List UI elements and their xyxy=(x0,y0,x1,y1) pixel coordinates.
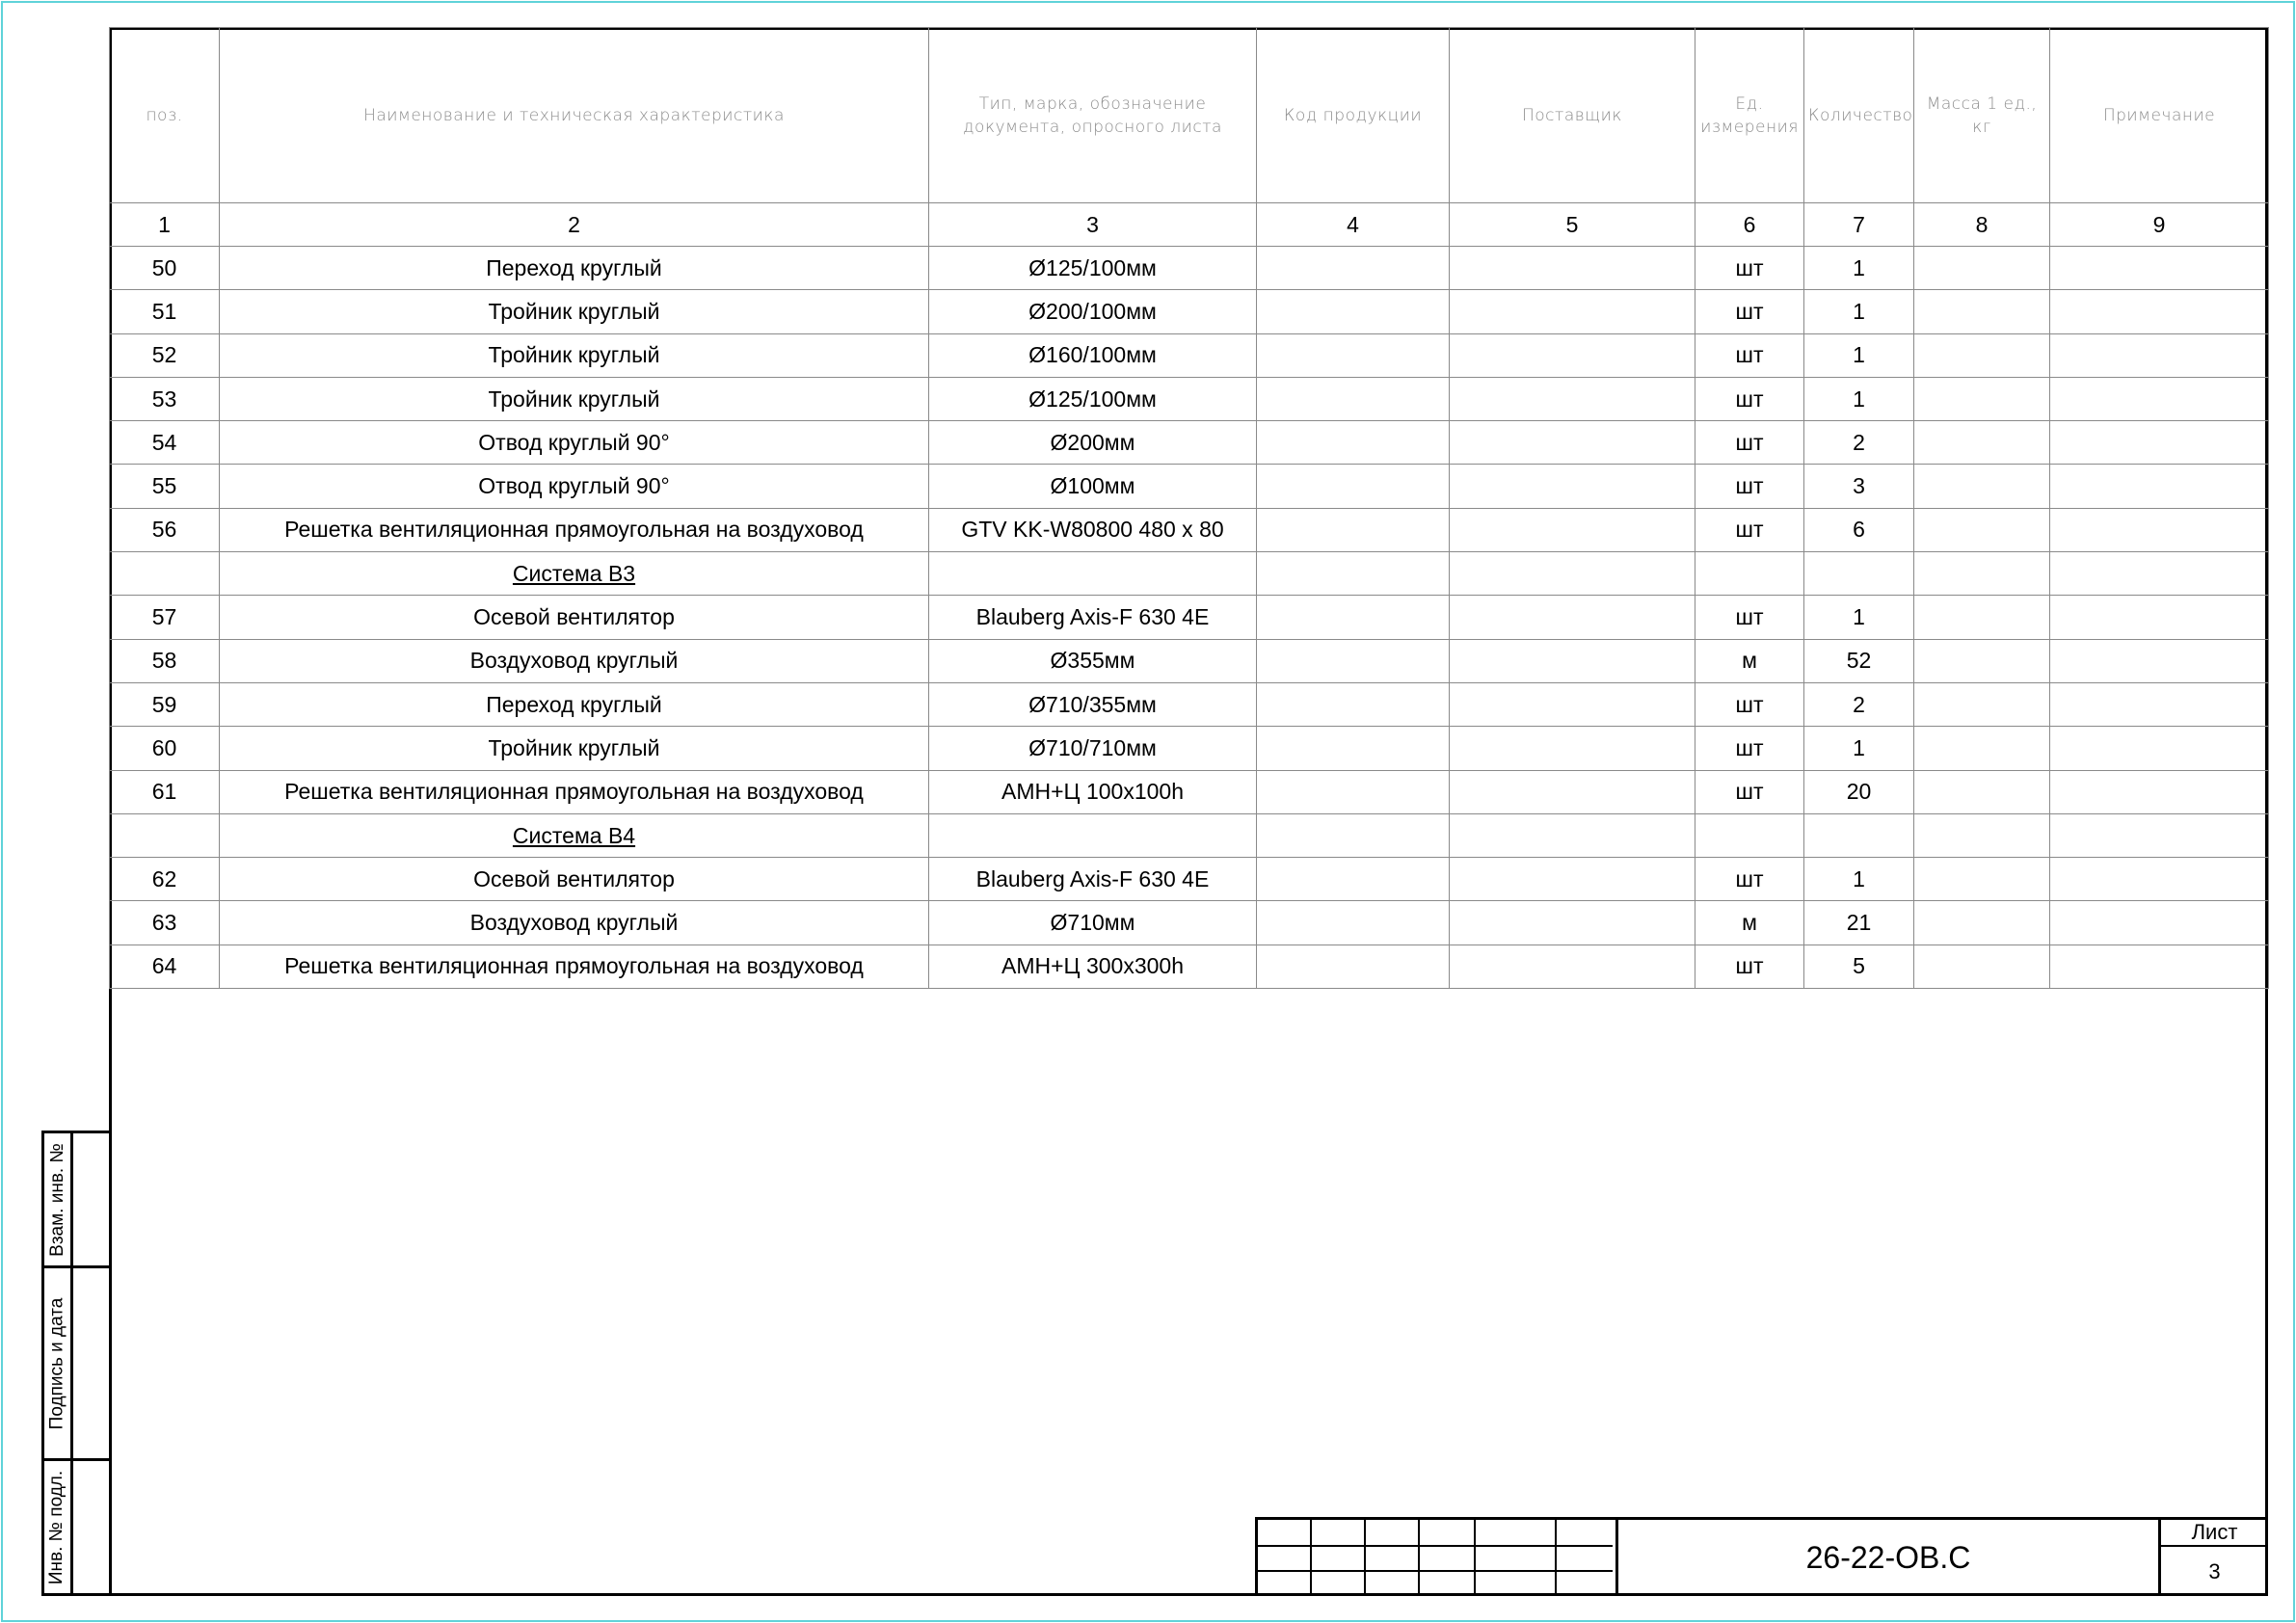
table-row xyxy=(110,639,2269,682)
table-row xyxy=(110,901,2269,945)
row-position: 51 xyxy=(110,290,220,333)
title-block-grid xyxy=(1258,1520,1613,1596)
system-title: Система В4 xyxy=(512,822,636,848)
row-mass xyxy=(1914,508,2050,551)
row-quantity: 3 xyxy=(1804,465,1914,508)
sheet-cell xyxy=(2158,1520,2268,1596)
row-type: Ø200/100мм xyxy=(929,290,1257,333)
row-type: Ø710/710мм xyxy=(929,727,1257,770)
row-note xyxy=(2050,727,2269,770)
header-name: Наименование и техническая характеристика xyxy=(220,28,929,203)
row-position: 53 xyxy=(110,377,220,420)
row-position: 60 xyxy=(110,727,220,770)
row-name: Тройник круглый xyxy=(220,727,929,770)
row-type: Ø100мм xyxy=(929,465,1257,508)
row-supplier xyxy=(1450,770,1695,813)
row-product-code xyxy=(1257,247,1450,290)
original-inventory-label: Инв. № подл. xyxy=(46,1470,67,1584)
row-type: Blauberg Axis-F 630 4E xyxy=(929,858,1257,901)
row-position: 50 xyxy=(110,247,220,290)
row-note xyxy=(2050,770,2269,813)
row-unit: м xyxy=(1695,639,1804,682)
row-position: 54 xyxy=(110,421,220,465)
row-note xyxy=(2050,858,2269,901)
row-name: Воздуховод круглый xyxy=(220,639,929,682)
row-unit: шт xyxy=(1695,727,1804,770)
row-note xyxy=(2050,813,2269,857)
row-mass xyxy=(1914,682,2050,726)
row-note xyxy=(2050,945,2269,988)
row-quantity xyxy=(1804,813,1914,857)
row-product-code xyxy=(1257,901,1450,945)
table-row xyxy=(110,596,2269,639)
row-quantity xyxy=(1804,552,1914,596)
table-row xyxy=(110,858,2269,901)
document-code: 26-22-ОВ.С xyxy=(1615,1520,2158,1596)
table-row xyxy=(110,552,2269,596)
row-mass xyxy=(1914,639,2050,682)
row-name: Переход круглый xyxy=(220,247,929,290)
column-number: 8 xyxy=(1914,203,2050,247)
row-quantity: 2 xyxy=(1804,421,1914,465)
row-name: Отвод круглый 90° xyxy=(220,421,929,465)
row-note xyxy=(2050,377,2269,420)
column-number: 3 xyxy=(929,203,1257,247)
row-quantity: 5 xyxy=(1804,945,1914,988)
row-name: Отвод круглый 90° xyxy=(220,465,929,508)
row-product-code xyxy=(1257,333,1450,377)
specification-table xyxy=(109,27,2269,989)
column-number: 4 xyxy=(1257,203,1450,247)
row-position: 58 xyxy=(110,639,220,682)
row-product-code xyxy=(1257,465,1450,508)
row-type: Ø355мм xyxy=(929,639,1257,682)
row-name: Тройник круглый xyxy=(220,290,929,333)
row-type xyxy=(929,813,1257,857)
row-supplier xyxy=(1450,465,1695,508)
table-row xyxy=(110,508,2269,551)
table-row xyxy=(110,421,2269,465)
row-product-code xyxy=(1257,770,1450,813)
row-type: Ø710мм xyxy=(929,901,1257,945)
table-row xyxy=(110,770,2269,813)
row-product-code xyxy=(1257,945,1450,988)
table-row xyxy=(110,727,2269,770)
row-supplier xyxy=(1450,552,1695,596)
row-position: 62 xyxy=(110,858,220,901)
row-supplier xyxy=(1450,682,1695,726)
row-supplier xyxy=(1450,333,1695,377)
row-unit xyxy=(1695,552,1804,596)
approval-side-strip xyxy=(41,1131,112,1596)
row-position: 59 xyxy=(110,682,220,726)
row-supplier xyxy=(1450,727,1695,770)
row-supplier xyxy=(1450,596,1695,639)
signature-date-label: Подпись и дата xyxy=(46,1297,67,1429)
table-row xyxy=(110,333,2269,377)
column-number: 9 xyxy=(2050,203,2269,247)
row-unit: шт xyxy=(1695,858,1804,901)
row-position xyxy=(110,813,220,857)
row-mass xyxy=(1914,290,2050,333)
header-unit: Ед. измерения xyxy=(1695,28,1804,203)
row-product-code xyxy=(1257,290,1450,333)
row-quantity: 52 xyxy=(1804,639,1914,682)
row-quantity: 1 xyxy=(1804,858,1914,901)
row-position: 57 xyxy=(110,596,220,639)
row-unit: шт xyxy=(1695,596,1804,639)
row-supplier xyxy=(1450,945,1695,988)
row-quantity: 2 xyxy=(1804,682,1914,726)
row-product-code xyxy=(1257,682,1450,726)
row-position xyxy=(110,552,220,596)
row-note xyxy=(2050,596,2269,639)
row-position: 55 xyxy=(110,465,220,508)
table-row xyxy=(110,465,2269,508)
row-supplier xyxy=(1450,508,1695,551)
row-name: Тройник круглый xyxy=(220,333,929,377)
row-unit: шт xyxy=(1695,465,1804,508)
row-quantity: 1 xyxy=(1804,377,1914,420)
row-position: 61 xyxy=(110,770,220,813)
row-unit: шт xyxy=(1695,421,1804,465)
row-supplier xyxy=(1450,901,1695,945)
row-product-code xyxy=(1257,596,1450,639)
column-number: 1 xyxy=(110,203,220,247)
table-row xyxy=(110,247,2269,290)
header-type: Тип, марка, обозначение документа, опросного листа xyxy=(929,28,1257,203)
header-quantity: Количество xyxy=(1804,28,1914,203)
row-note xyxy=(2050,682,2269,726)
table-row xyxy=(110,377,2269,420)
row-position: 52 xyxy=(110,333,220,377)
row-quantity: 1 xyxy=(1804,247,1914,290)
row-unit: шт xyxy=(1695,333,1804,377)
column-number: 2 xyxy=(220,203,929,247)
row-note xyxy=(2050,508,2269,551)
replacement-inventory-label: Взам. инв. № xyxy=(46,1142,67,1257)
row-product-code xyxy=(1257,508,1450,551)
row-unit: шт xyxy=(1695,290,1804,333)
row-note xyxy=(2050,247,2269,290)
table-row xyxy=(110,813,2269,857)
row-unit: м xyxy=(1695,901,1804,945)
row-position: 63 xyxy=(110,901,220,945)
header-product-code: Код продукции xyxy=(1257,28,1450,203)
sheet-number: 3 xyxy=(2208,1558,2221,1583)
row-name: Воздуховод круглый xyxy=(220,901,929,945)
row-name: Тройник круглый xyxy=(220,377,929,420)
row-type: GTV KK-W80800 480 x 80 xyxy=(929,508,1257,551)
row-name: Переход круглый xyxy=(220,682,929,726)
row-mass xyxy=(1914,465,2050,508)
row-product-code xyxy=(1257,813,1450,857)
row-note xyxy=(2050,901,2269,945)
row-name: Решетка вентиляционная прямоугольная на воздуховод xyxy=(220,770,929,813)
row-note xyxy=(2050,465,2269,508)
row-mass xyxy=(1914,333,2050,377)
row-mass xyxy=(1914,901,2050,945)
row-type: Blauberg Axis-F 630 4E xyxy=(929,596,1257,639)
strip-divider xyxy=(70,1133,73,1593)
table-row xyxy=(110,290,2269,333)
row-unit: шт xyxy=(1695,682,1804,726)
column-number: 7 xyxy=(1804,203,1914,247)
row-mass xyxy=(1914,596,2050,639)
header-note: Примечание xyxy=(2050,28,2269,203)
row-type: АМН+Ц 300х300h xyxy=(929,945,1257,988)
row-supplier xyxy=(1450,858,1695,901)
row-product-code xyxy=(1257,727,1450,770)
row-note xyxy=(2050,290,2269,333)
row-name: Решетка вентиляционная прямоугольная на воздуховод xyxy=(220,945,929,988)
row-unit: шт xyxy=(1695,247,1804,290)
row-type xyxy=(929,552,1257,596)
row-quantity: 1 xyxy=(1804,727,1914,770)
column-number-row xyxy=(110,203,2269,247)
row-type: Ø200мм xyxy=(929,421,1257,465)
header-mass: Масса 1 ед., кг xyxy=(1914,28,2050,203)
row-name: Решетка вентиляционная прямоугольная на воздуховод xyxy=(220,508,929,551)
row-product-code xyxy=(1257,858,1450,901)
system-title: Система В3 xyxy=(512,560,636,586)
row-mass xyxy=(1914,247,2050,290)
row-mass xyxy=(1914,421,2050,465)
row-quantity: 1 xyxy=(1804,333,1914,377)
row-unit xyxy=(1695,813,1804,857)
row-product-code xyxy=(1257,552,1450,596)
row-supplier xyxy=(1450,290,1695,333)
row-type: АМН+Ц 100х100h xyxy=(929,770,1257,813)
row-position: 64 xyxy=(110,945,220,988)
row-name: Осевой вентилятор xyxy=(220,858,929,901)
row-mass xyxy=(1914,727,2050,770)
header-supplier: Поставщик xyxy=(1450,28,1695,203)
row-unit: шт xyxy=(1695,377,1804,420)
row-name xyxy=(220,813,929,857)
row-unit: шт xyxy=(1695,945,1804,988)
row-name xyxy=(220,552,929,596)
row-unit: шт xyxy=(1695,770,1804,813)
row-unit: шт xyxy=(1695,508,1804,551)
row-supplier xyxy=(1450,247,1695,290)
row-name: Осевой вентилятор xyxy=(220,596,929,639)
row-note xyxy=(2050,552,2269,596)
row-mass xyxy=(1914,377,2050,420)
table-row xyxy=(110,945,2269,988)
row-quantity: 1 xyxy=(1804,290,1914,333)
row-mass xyxy=(1914,945,2050,988)
row-type: Ø125/100мм xyxy=(929,247,1257,290)
column-number: 6 xyxy=(1695,203,1804,247)
row-quantity: 1 xyxy=(1804,596,1914,639)
row-mass xyxy=(1914,770,2050,813)
row-quantity: 20 xyxy=(1804,770,1914,813)
row-note xyxy=(2050,421,2269,465)
table-header-row xyxy=(110,28,2269,203)
row-supplier xyxy=(1450,377,1695,420)
sheet-label: Лист xyxy=(2161,1520,2268,1547)
row-supplier xyxy=(1450,421,1695,465)
row-product-code xyxy=(1257,377,1450,420)
row-position: 56 xyxy=(110,508,220,551)
row-mass xyxy=(1914,813,2050,857)
row-quantity: 21 xyxy=(1804,901,1914,945)
column-number: 5 xyxy=(1450,203,1695,247)
title-block xyxy=(1255,1517,2268,1596)
row-mass xyxy=(1914,858,2050,901)
table-row xyxy=(110,682,2269,726)
header-position: поз. xyxy=(110,28,220,203)
row-type: Ø125/100мм xyxy=(929,377,1257,420)
row-type: Ø710/355мм xyxy=(929,682,1257,726)
row-product-code xyxy=(1257,421,1450,465)
row-product-code xyxy=(1257,639,1450,682)
row-mass xyxy=(1914,552,2050,596)
row-note xyxy=(2050,639,2269,682)
row-quantity: 6 xyxy=(1804,508,1914,551)
row-supplier xyxy=(1450,639,1695,682)
row-type: Ø160/100мм xyxy=(929,333,1257,377)
row-note xyxy=(2050,333,2269,377)
row-supplier xyxy=(1450,813,1695,857)
